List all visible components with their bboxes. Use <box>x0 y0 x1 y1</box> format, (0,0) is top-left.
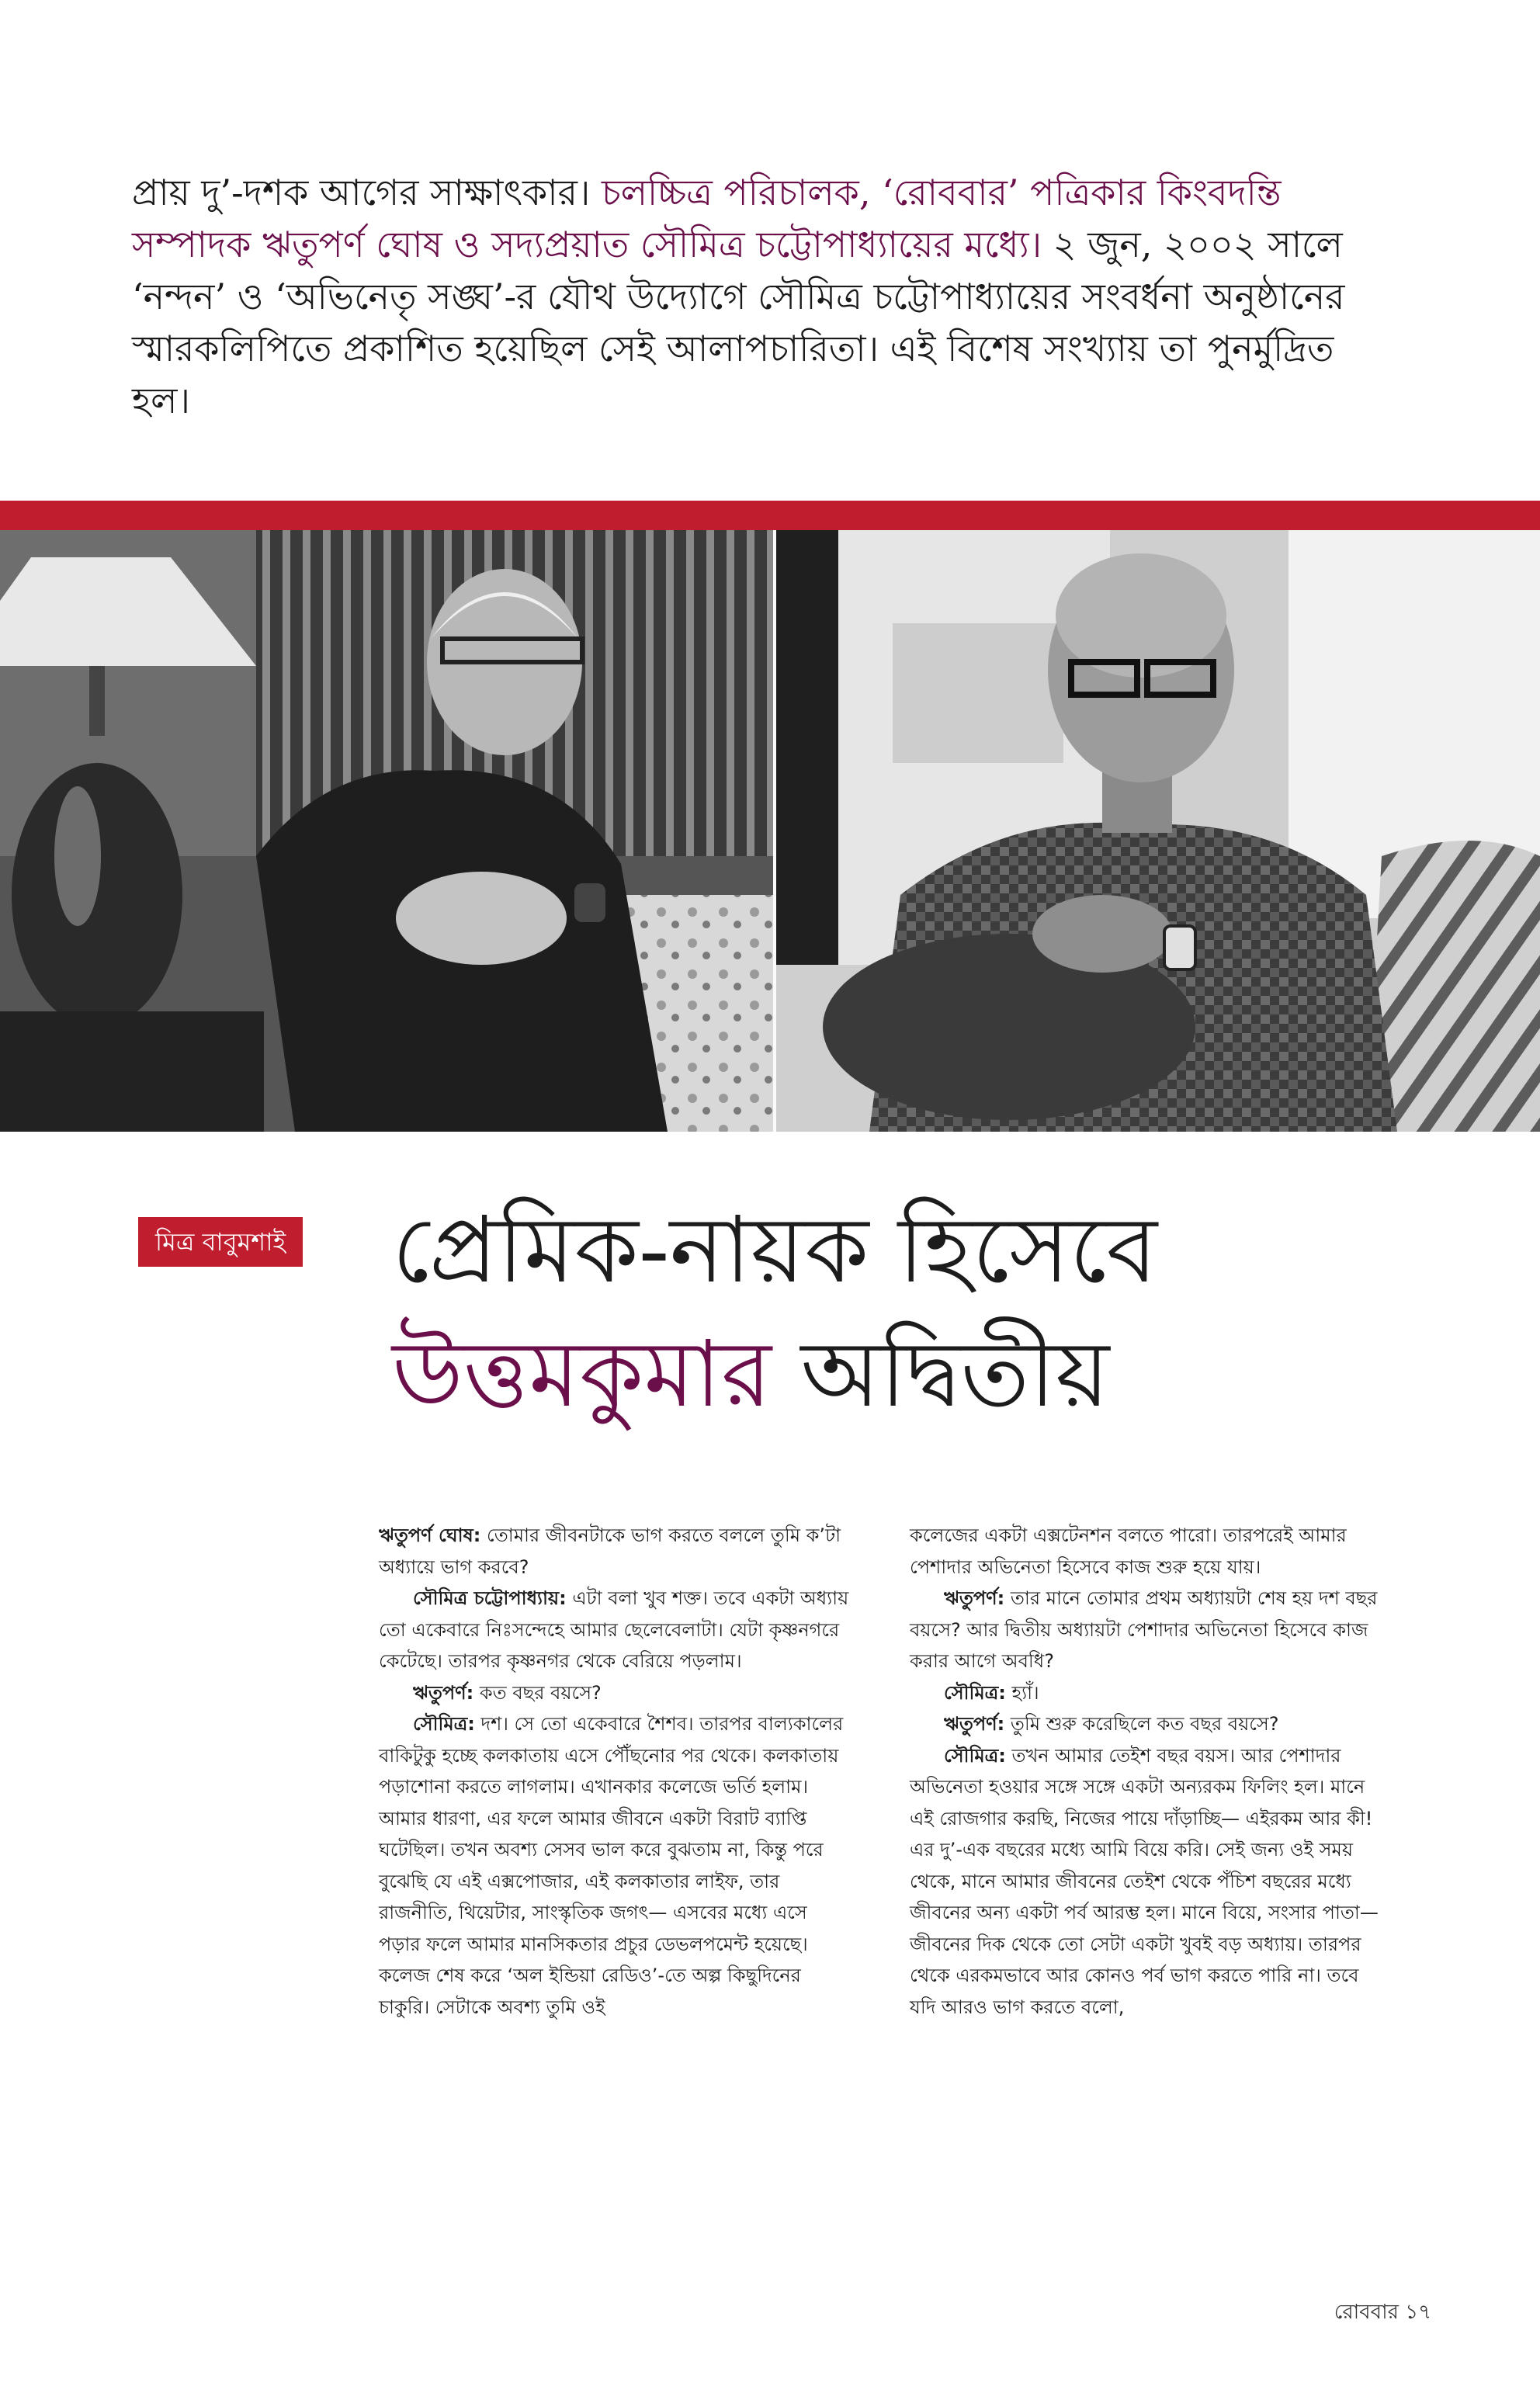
speaker-label: সৌমিত্র: <box>413 1713 475 1735</box>
paragraph <box>910 1583 1383 1677</box>
photo-right-image <box>776 530 1540 1132</box>
photo-left-portrait <box>0 530 776 1132</box>
paragraph <box>379 1583 852 1677</box>
headline-rest: অদ্বিতীয় <box>772 1320 1110 1427</box>
paragraph-text: কলেজের একটা এক্সটেনশন বলতে পারো। তারপরেই আমার পেশাদার অভিনেতা হিসেবে কাজ শুরু হয়ে যায়। <box>910 1524 1347 1578</box>
headline-accent: উত্তমকুমার <box>392 1320 772 1427</box>
section-tag: মিত্র বাবুমশাই <box>138 1217 303 1267</box>
page-folio: রোববার ১৭ <box>1334 2301 1431 2324</box>
speaker-label: ঋতুপর্ণ: <box>413 1681 474 1704</box>
speaker-label: ঋতুপর্ণ: <box>944 1713 1005 1735</box>
paragraph <box>910 1520 1383 1583</box>
headline-line-1: প্রেমিক-নায়ক হিসেবে <box>392 1196 1158 1303</box>
paragraph <box>910 1740 1383 2024</box>
paragraph-text: এটা বলা খুব শক্ত। তবে একটা অধ্যায় তো একেবারে নিঃসন্দেহে আমার ছেলেবেলাটা। যেটা কৃষ্ণনগরে কেটেছে। তারপর কৃষ্ণনগর থেকে বেরিয়ে পড়লাম। <box>379 1587 849 1672</box>
intro-standfirst <box>132 167 1374 427</box>
photo-right-portrait <box>776 530 1540 1132</box>
speaker-label: ঋতুপর্ণ: <box>944 1587 1005 1609</box>
headline <box>392 1188 1494 1436</box>
body-column-1 <box>379 1520 852 2023</box>
paragraph <box>910 1708 1383 1740</box>
speaker-label: সৌমিত্র চট্টোপাধ্যায়: <box>413 1587 567 1609</box>
paragraph-text: হ্যাঁ। <box>1005 1681 1039 1704</box>
red-divider-bar <box>0 501 1540 530</box>
paragraph <box>379 1708 852 2023</box>
paragraph <box>379 1520 852 1583</box>
paragraph-text: তার মানে তোমার প্রথম অধ্যায়টা শেষ হয় দশ বছর বয়সে? আর দ্বিতীয় অধ্যায়টা পেশাদার অভিনেতা হিসেবে কাজ করার আগে অবধি? <box>910 1587 1378 1672</box>
paragraph-text: তুমি শুরু করেছিলে কত বছর বয়সে? <box>1004 1713 1279 1735</box>
intro-highlight: চলচ্চিত্র পরিচালক, ‘রোববার’ পত্রিকার কিংবদন্তি সম্পাদক ঋতুপর্ণ ঘোষ ও সদ্যপ্রয়াত সৌমিত্র চট্টোপাধ্যায়ের মধ্যে। <box>132 172 1282 265</box>
photo-left-image <box>0 530 776 1132</box>
speaker-label: সৌমিত্র: <box>944 1681 1006 1704</box>
intro-text: প্রায় দু’-দশক আগের সাক্ষাৎকার। <box>132 172 591 213</box>
speaker-label: সৌমিত্র: <box>944 1744 1006 1767</box>
paragraph-text: কত বছর বয়সে? <box>473 1681 602 1704</box>
paragraph <box>910 1677 1383 1709</box>
headline-line-2 <box>392 1312 1494 1436</box>
paragraph <box>379 1677 852 1709</box>
paragraph-text: তখন আমার তেইশ বছর বয়স। আর পেশাদার অভিনেতা হওয়ার সঙ্গে সঙ্গে একটা অন্যরকম ফিলিং হল। মানে এই রোজগার করছি, নিজের পায়ে দাঁড়াচ্ছি— এইরকম আর কী! এর দু’-এক বছরের মধ্যে আমি বিয়ে করি। সেই জন্য ওই সময় থেকে, মানে আমার জীবনের তেইশ থেকে পঁচিশ বছরের মধ্যে জীবনের অন্য একটা পর্ব আরম্ভ হল। মানে বিয়ে, সংসার পাতা— জীবনের দিক থেকে তো সেটা একটা খুবই বড় অধ্যায়। তারপর থেকে এরকমভাবে আর কোনও পর্ব ভাগ করতে পারি না। তবে যদি আরও ভাগ করতে বলো, <box>910 1744 1379 2018</box>
paragraph-text: তোমার জীবনটাকে ভাগ করতে বললে তুমি ক’টা অধ্যায়ে ভাগ করবে? <box>379 1524 841 1578</box>
intro-text-continued: ২ জুন, ২০০২ সালে ‘নন্দন’ ও ‘অভিনেতৃ সঙ্ঘ’-র যৌথ উদ্যোগে সৌমিত্র চট্টোপাধ্যায়ের সংবর্ধনা অনুষ্ঠানের স্মারকলিপিতে প্রকাশিত হয়েছিল সেই আলাপচারিতা। এই বিশেষ সংখ্যায় তা পুনর্মুদ্রিত হল। <box>132 224 1345 421</box>
body-column-2 <box>910 1520 1383 2023</box>
paragraph-text: দশ। সে তো একেবারে শৈশব। তারপর বাল্যকালের বাকিটুকু হচ্ছে কলকাতায় এসে পৌঁছনোর পর থেকে। কলকাতায় পড়াশোনা করতে লাগলাম। এখানকার কলেজে ভর্তি হলাম। আমার ধারণা, এর ফলে আমার জীবনে একটা বিরাট ব্যাপ্তি ঘটেছিল। তখন অবশ্য সেসব ভাল করে বুঝতাম না, কিন্তু পরে বুঝেছি যে এই এক্সপোজার, এই কলকাতার লাইফ, তার রাজনীতি, থিয়েটার, সাংস্কৃতিক জগৎ— এসবের মধ্যে এসে পড়ার ফলে আমার মানসিকতার প্রচুর ডেভলপমেন্ট হয়েছে। কলেজ শেষ করে ‘অল ইন্ডিয়া রেডিও’-তে অল্প কিছুদিনের চাকুরি। সেটাকে অবশ্য তুমি ওই <box>379 1713 844 2018</box>
speaker-label: ঋতুপর্ণ ঘোষ: <box>379 1524 481 1546</box>
